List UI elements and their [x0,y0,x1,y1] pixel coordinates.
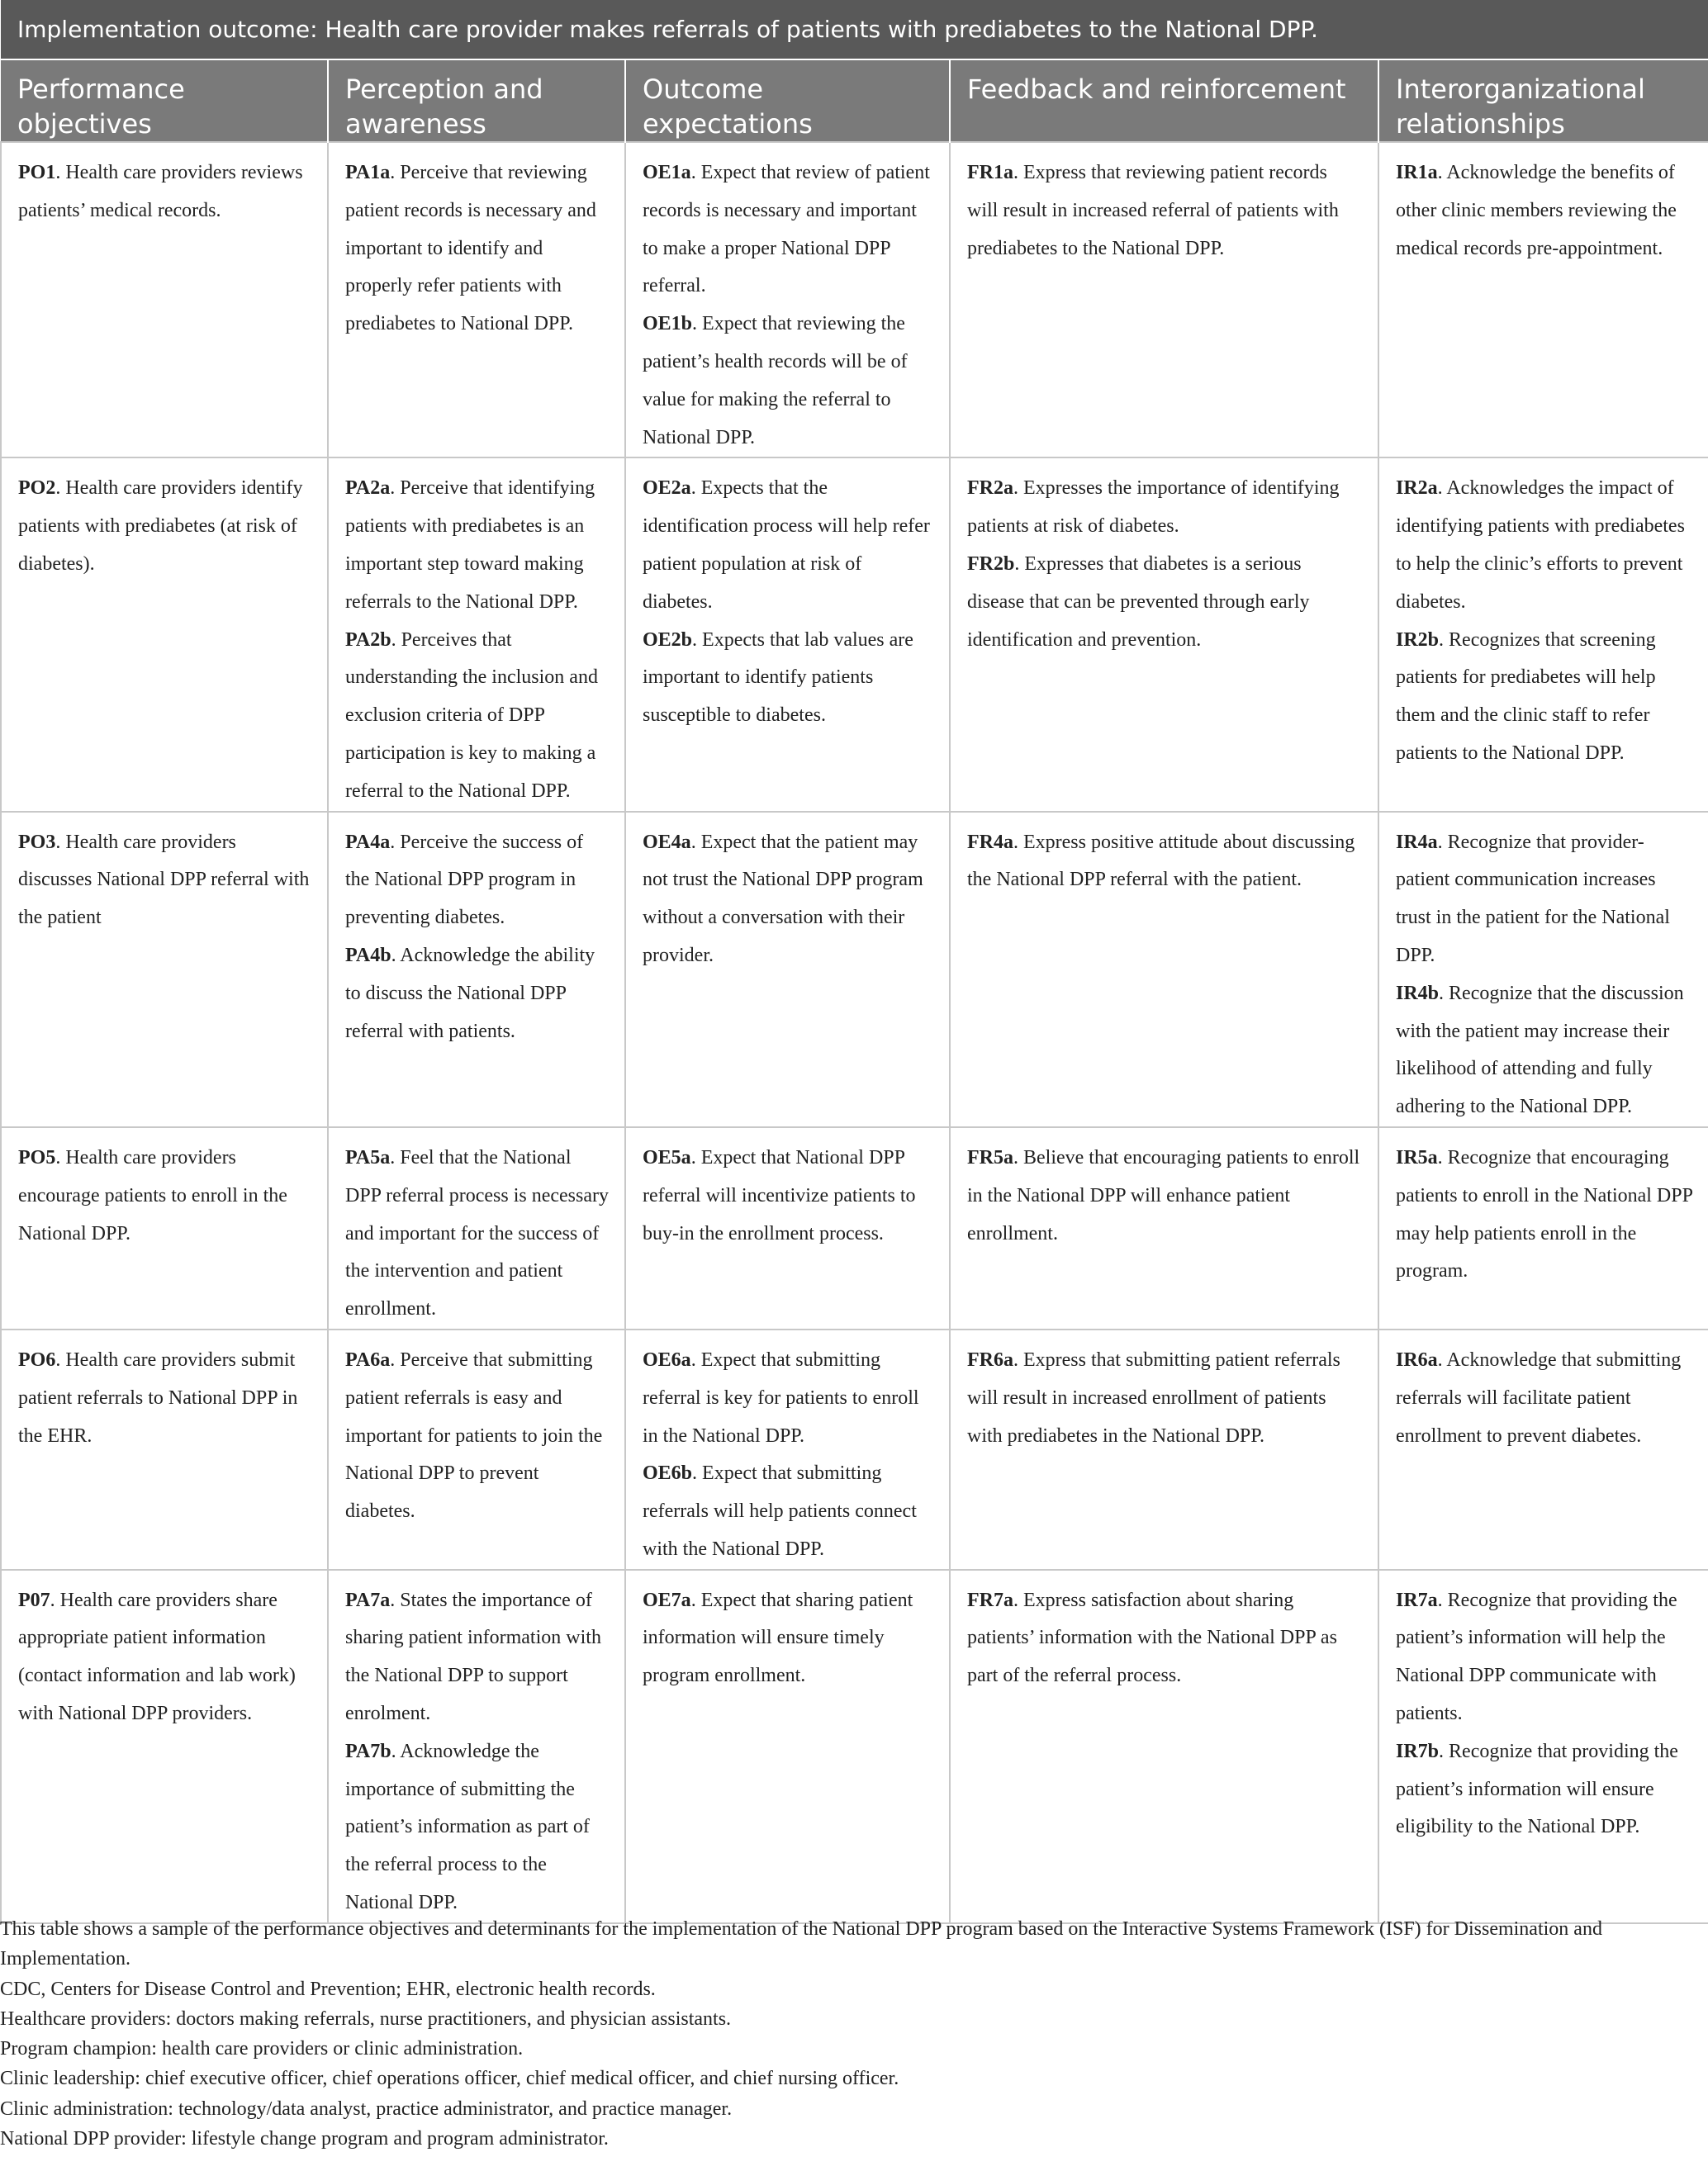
entry-code: OE6a [643,1349,691,1371]
cell-entry [18,470,312,583]
entry-code: IR4b [1396,982,1440,1004]
entry-code: PA4a [345,831,391,853]
entry-code: PO3 [18,831,56,853]
table-row [1,1570,1708,1923]
entry-code: OE2b [643,628,693,651]
interorganizational-cell [1378,457,1708,811]
interorganizational-cell [1378,1570,1708,1923]
entry-code: PA2b [345,628,391,651]
cell-entry [967,1140,1363,1253]
entry-text: . Health care providers discusses National DPP referral with the patient [18,831,310,929]
performance-objective-cell [1,457,328,811]
entry-text: . Recognize that providing the patient’s information will help the National DPP communicate with patients. [1396,1589,1677,1725]
cell-entry [643,1455,934,1568]
entry-text: . States the importance of sharing patient information with the National DPP to support enrolment. [345,1589,601,1725]
entry-code: PO5 [18,1146,56,1168]
entry-text: . Acknowledges the impact of identifying patients with prediabetes to help the clinic’s efforts to prevent diabetes. [1396,477,1685,613]
table-row [1,812,1708,1127]
cell-entry [1396,470,1693,621]
outcome-expectations-cell [625,812,950,1127]
cell-entry [18,824,312,937]
cell-entry [18,1582,312,1733]
entry-code: PA4b [345,944,391,966]
footnote: Program champion: health care providers or clinic administration. [0,2038,524,2060]
entry-code: IR6a [1396,1349,1438,1371]
entry-code: IR7a [1396,1589,1438,1611]
entry-text: . Recognize that encouraging patients to enroll in the National DPP may help patients enroll in the program. [1396,1146,1693,1282]
entry-code: IR5a [1396,1146,1438,1168]
cell-entry [345,1342,610,1531]
cell-entry [643,1582,934,1695]
cell-entry [1396,1342,1693,1455]
entry-code: FR7a [967,1589,1013,1611]
cell-entry [1396,1733,1693,1846]
interorganizational-cell [1378,1330,1708,1570]
cell-entry [643,824,934,975]
cell-entry [345,937,610,1050]
perception-awareness-cell [328,1330,625,1570]
footnote: Clinic administration: technology/data analyst, practice administrator, and practice manager. [0,2098,733,2120]
cell-entry [967,1582,1363,1695]
entry-code: PA7b [345,1740,391,1762]
entry-code: OE2a [643,477,691,500]
perception-awareness-cell [328,1570,625,1923]
entry-code: IR2a [1396,477,1438,500]
cell-entry [967,824,1363,900]
table-header-row [1,59,1708,142]
cell-entry [1396,975,1693,1126]
entry-code: IR7b [1396,1740,1440,1762]
outcome-expectations-cell [625,1330,950,1570]
entry-code: FR4a [967,831,1013,853]
entry-text: . Acknowledge that submitting referrals will facilitate patient enrollment to prevent diabetes. [1396,1349,1682,1447]
entry-text: . Recognize that provider-patient communication increases trust in the patient for the National DPP. [1396,831,1670,966]
entry-code: PA5a [345,1146,391,1168]
performance-objective-cell [1,1330,328,1570]
entry-text: . Expect that submitting referral is key for patients to enroll in the National DPP. [643,1349,919,1447]
entry-text: . Health care providers encourage patients to enroll in the National DPP. [18,1146,287,1244]
entry-code: OE1a [643,162,691,183]
table-row [1,1330,1708,1570]
cell-entry [1396,1140,1693,1291]
entry-text: . Health care providers share appropriate patient information (contact information and lab work) with National DPP providers. [18,1589,296,1725]
entry-text: . Expects that the identification process will help refer patient population at risk of diabetes. [643,477,930,613]
entry-text: . Recognize that providing the patient’s information will ensure eligibility to the National DPP. [1396,1740,1678,1838]
column-header: Perception and awareness [328,59,625,142]
outcome-expectations-cell [625,1570,950,1923]
table-title-row [1,0,1708,59]
footnote: This table shows a sample of the performance objectives and determinants for the implementation of the National DPP program based on the Interactive Systems Framework (ISF) for Dissemination and Implementation. [0,1918,1602,1970]
entry-code: PA6a [345,1349,391,1371]
entry-text: . Recognize that the discussion with the patient may increase their likelihood of attending and fully adhering to the National DPP. [1396,982,1684,1118]
footnote: CDC, Centers for Disease Control and Prevention; EHR, electronic health records. [0,1978,656,2000]
entry-code: PA1a [345,162,391,183]
entry-text: . Acknowledge the benefits of other clinic members reviewing the medical records pre-appointment. [1396,162,1677,259]
entry-text: . Believe that encouraging patients to enroll in the National DPP will enhance patient enrollment. [967,1146,1360,1244]
cell-entry [967,1342,1363,1455]
cell-entry [1396,154,1693,268]
entry-text: . Perceive that reviewing patient records is necessary and important to identify and properly refer patients with prediabetes to National DPP. [345,162,596,335]
table-row [1,457,1708,811]
table-title: Implementation outcome: Health care provider makes referrals of patients with prediabetes to the National DPP. [1,0,1708,59]
entry-code: IR4a [1396,831,1438,853]
cell-entry [1396,824,1693,975]
entry-code: FR2a [967,477,1013,500]
entry-code: PO2 [18,477,56,500]
entry-code: IR2b [1396,628,1440,651]
column-header: Feedback and reinforcement [950,59,1378,142]
footnote: Healthcare providers: doctors making referrals, nurse practitioners, and physician assistants. [0,2007,732,2030]
interorganizational-cell [1378,812,1708,1127]
entry-text: . Acknowledge the ability to discuss the National DPP referral with patients. [345,944,595,1042]
cell-entry [1396,622,1693,773]
entry-code: OE7a [643,1589,691,1611]
entry-text: . Expect that National DPP referral will incentivize patients to buy-in the enrollment process. [643,1146,916,1244]
entry-text: . Expect that submitting referrals will help patients connect with the National DPP. [643,1462,917,1560]
cell-entry [345,1140,610,1329]
cell-entry [643,1140,934,1253]
entry-text: . Expects that lab values are important to identify patients susceptible to diabetes. [643,628,913,727]
entry-code: OE1b [643,313,693,335]
cell-entry [643,154,934,306]
entry-text: . Feel that the National DPP referral process is necessary and important for the success of the intervention and patient enrollment. [345,1146,609,1320]
feedback-reinforcement-cell [950,142,1378,457]
entry-text: . Perceive that submitting patient referrals is easy and important for patients to join the National DPP to prevent diabetes. [345,1349,603,1523]
perception-awareness-cell [328,1127,625,1330]
entry-text: . Express that reviewing patient records will result in increased referral of patients with prediabetes to the National DPP. [967,162,1339,259]
perception-awareness-cell [328,812,625,1127]
entry-code: FR2b [967,552,1015,575]
outcome-expectations-cell [625,1127,950,1330]
footnote: Clinic leadership: chief executive officer, chief operations officer, chief medical officer, and chief nursing officer. [0,2068,899,2090]
interorganizational-cell [1378,142,1708,457]
column-header: Outcome expectations [625,59,950,142]
interorganizational-cell [1378,1127,1708,1330]
feedback-reinforcement-cell [950,1570,1378,1923]
entry-text: . Expresses that diabetes is a serious disease that can be prevented through early identification and prevention. [967,552,1310,651]
cell-entry [345,470,610,621]
entry-code: IR1a [1396,162,1438,183]
cell-entry [345,824,610,937]
entry-text: . Recognizes that screening patients for prediabetes will help them and the clinic staff to refer patients to the National DPP. [1396,628,1656,764]
cell-entry [18,1140,312,1253]
feedback-reinforcement-cell [950,457,1378,811]
cell-entry [967,154,1363,268]
entry-code: PO1 [18,162,56,183]
cell-entry [1396,1582,1693,1733]
entry-text: . Express that submitting patient referrals will result in increased enrollment of patients with prediabetes in the National DPP. [967,1349,1340,1447]
table-row [1,142,1708,457]
entry-text: . Health care providers reviews patients’ medical records. [18,162,303,221]
entry-text: . Perceive the success of the National DPP program in preventing diabetes. [345,831,584,929]
cell-entry [345,622,610,811]
feedback-reinforcement-cell [950,812,1378,1127]
entry-code: PO6 [18,1349,56,1371]
cell-entry [345,154,610,344]
cell-entry [18,154,312,230]
outcome-expectations-cell [625,142,950,457]
entry-code: P07 [18,1589,50,1611]
entry-text: . Acknowledge the importance of submitting the patient’s information as part of the referral process to the National DPP. [345,1740,590,1914]
entry-code: PA7a [345,1589,391,1611]
entry-text: . Expect that reviewing the patient’s health records will be of value for making the referral to National DPP. [643,313,908,448]
cell-entry [643,622,934,735]
cell-entry [967,546,1363,659]
performance-objective-cell [1,1570,328,1923]
entry-code: FR6a [967,1349,1013,1371]
cell-entry [345,1582,610,1733]
feedback-reinforcement-cell [950,1330,1378,1570]
footnote: National DPP provider: lifestyle change program and program administrator. [0,2128,609,2150]
entry-text: . Expect that review of patient records is necessary and important to make a proper National DPP referral. [643,162,930,297]
table-row [1,1127,1708,1330]
cell-entry [345,1733,610,1922]
entry-code: FR5a [967,1146,1013,1168]
entry-text: . Health care providers submit patient referrals to National DPP in the EHR. [18,1349,298,1447]
performance-objective-cell [1,142,328,457]
performance-objective-cell [1,1127,328,1330]
table-footnotes [0,1914,1693,2154]
entry-code: PA2a [345,477,391,500]
entry-code: OE5a [643,1146,691,1168]
feedback-reinforcement-cell [950,1127,1378,1330]
entry-code: OE4a [643,831,691,853]
cell-entry [967,470,1363,546]
entry-text: . Express satisfaction about sharing patients’ information with the National DPP as part of the referral process. [967,1589,1337,1687]
perception-awareness-cell [328,142,625,457]
entry-code: OE6b [643,1462,693,1485]
entry-text: . Perceive that identifying patients with prediabetes is an important step toward making referrals to the National DPP. [345,477,595,613]
entry-text: . Health care providers identify patients with prediabetes (at risk of diabetes). [18,477,303,575]
entry-text: . Expect that sharing patient information will ensure timely program enrollment. [643,1589,913,1687]
entry-code: FR1a [967,162,1013,183]
perception-awareness-cell [328,457,625,811]
column-header: Performance objectives [1,59,328,142]
entry-text: . Expresses the importance of identifying patients at risk of diabetes. [967,477,1340,538]
cell-entry [18,1342,312,1455]
entry-text: . Expect that the patient may not trust the National DPP program without a conversation with their provider. [643,831,923,966]
cell-entry [643,306,934,457]
entry-text: . Perceives that understanding the inclusion and exclusion criteria of DPP participation is key to making a referral to the National DPP. [345,628,598,802]
column-header: Interorganizational relationships [1378,59,1708,142]
cell-entry [643,1342,934,1455]
cell-entry [643,470,934,621]
entry-text: . Express positive attitude about discussing the National DPP referral with the patient. [967,831,1355,891]
performance-objective-cell [1,812,328,1127]
outcome-expectations-cell [625,457,950,811]
